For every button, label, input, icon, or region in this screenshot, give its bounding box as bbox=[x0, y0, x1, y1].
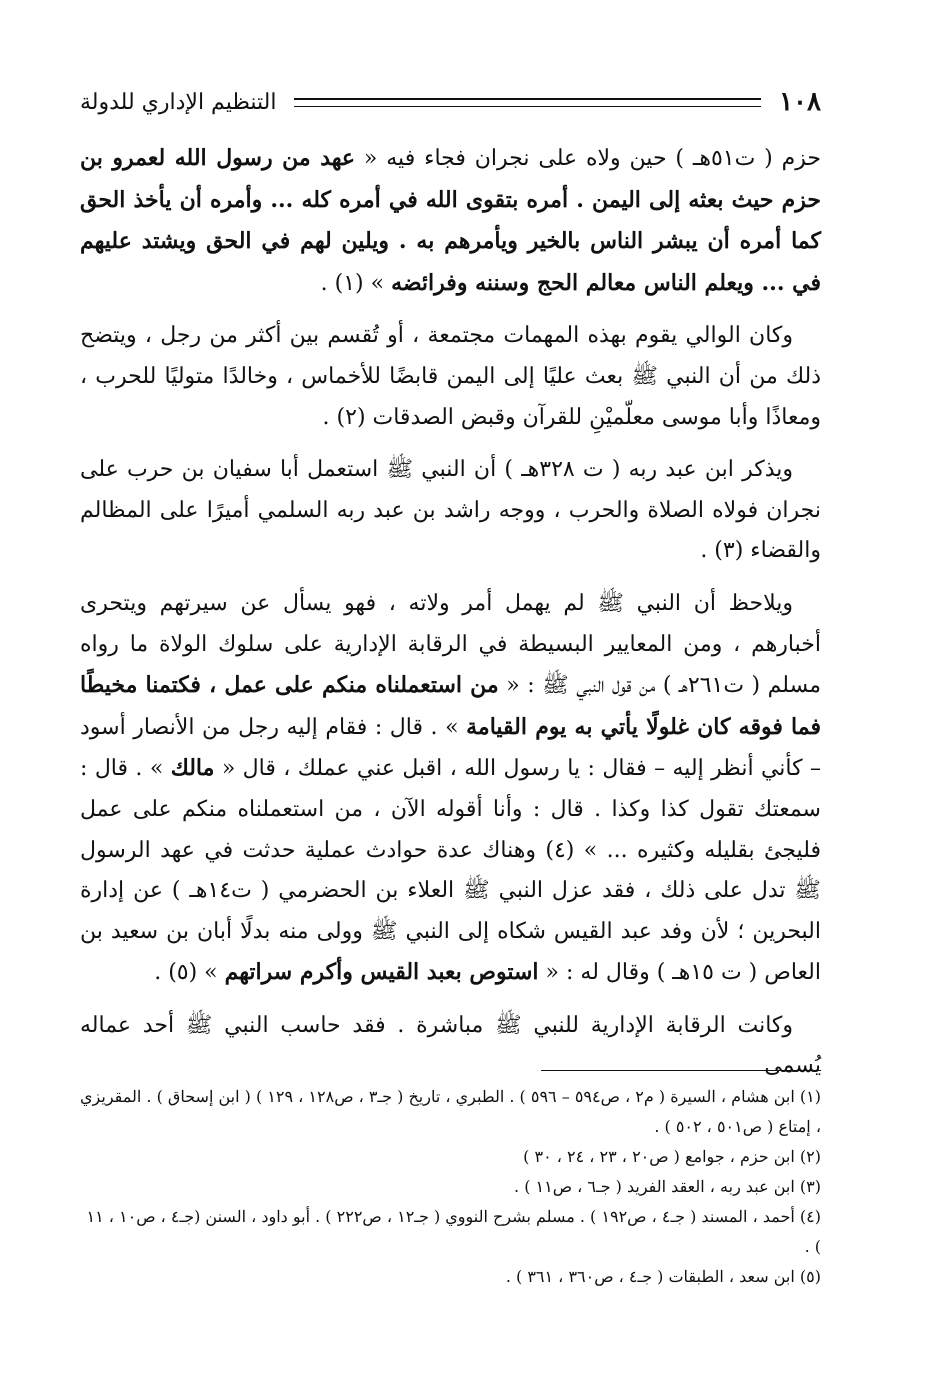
paragraph bbox=[80, 138, 821, 304]
text-run: حزم ( ت٥١هـ ) حين ولاه على نجران فجاء فيه « bbox=[355, 146, 821, 171]
running-title: التنظيم الإداري للدولة bbox=[80, 89, 277, 115]
page-header bbox=[80, 78, 821, 126]
page-number: ١٠٨ bbox=[779, 87, 821, 117]
footnote: (١) ابن هشام ، السيرة ( م٢ ، ص٥٩٤ – ٥٩٦ ) . الطبري ، تاريخ ( جـ٣ ، ص١٢٨ ، ١٢٩ ) ( ابن إسحاق ) . المقريزي ، إمتاع ( ص٥٠١ ، ٥٠٢ ) . bbox=[80, 1087, 821, 1136]
quoted-text-bold: استوص بعبد القيس وأكرم سراتهم bbox=[224, 959, 539, 986]
footnote: (٤) أحمد ، المسند ( جـ٤ ، ص١٩٢ ) . مسلم بشرح النووي ( جـ١٢ ، ص٢٢٢ ) . أبو داود ، السنن (جـ٤ ، ص١٠ ، ١١ ) . bbox=[86, 1207, 821, 1256]
text-run: ويلاحظ أن النبي ﷺ لم يهمل أمر ولاته ، فهو يسأل عن سيرتهم ويتحرى أخبارهم ، ومن المعايير البسيطة في الرقابة الإدارية على سلوك الولاة ما رواه مسلم ( ت٢٦١هـ ) من قول النبي ﷺ : « bbox=[80, 590, 821, 699]
footnote-divider bbox=[541, 1070, 821, 1071]
quoted-text-bold: عهد من رسول الله لعمرو بن حزم حيث بعثه إلى اليمن . أمره بتقوى الله في أمره كله ... وأمره أن يأخذ الحق كما أمره أن يبشر الناس بالخير ويأمرهم به . ويلين لهم في الحق ويشتد عليهم في ... ويعلم الناس معالم الحج وسننه وفرائضه bbox=[80, 145, 821, 296]
paragraph bbox=[80, 584, 821, 994]
paragraph bbox=[80, 316, 821, 438]
text-run: وكان الوالي يقوم بهذه المهمات مجتمعة ، أو تُقسم بين أكثر من رجل ، ويتضح ذلك من أن النبي ﷺ بعث عليًا إلى اليمن قابضًا للأخماس ، وخالدًا متوليًا للحرب ، ومعاذًا وأبا موسى معلّميْنِ للقرآن وقبض الصدقات (٢) . bbox=[80, 323, 821, 430]
quoted-text-bold: مالك bbox=[170, 755, 215, 782]
header-rule bbox=[294, 98, 761, 107]
text-run: وكانت الرقابة الإدارية للنبي ﷺ مباشرة . فقد حاسب النبي ﷺ أحد عماله يُسمى bbox=[80, 1012, 821, 1079]
text-run: ويذكر ابن عبد ربه ( ت ٣٢٨هـ ) أن النبي ﷺ استعمل أبا سفيان بن حرب على نجران فولاه الصلاة والحرب ، ووجه راشد بن عبد ربه السلمي أميرًا على المظالم والقضاء (٣) . bbox=[80, 457, 821, 564]
footnote: (٥) ابن سعد ، الطبقات ( جـ٤ ، ص٣٦٠ ، ٣٦١ ) . bbox=[505, 1267, 821, 1286]
main-text bbox=[80, 138, 821, 1099]
text-run: » . قال : سمعتك تقول كذا وكذا . قال : وأنا أقوله الآن ، من استعملناه منكم على عمل فليجئ بقليله وكثيره ... » (٤) وهناك عدة حوادث عملية حدثت في عهد الرسول ﷺ تدل على ذلك ، فقد عزل النبي ﷺ العلاء بن الحضرمي ( ت١٤هـ ) عن إدارة البحرين ؛ لأن وفد عبد القيس شكاه إلى النبي ﷺ وولى منه بدلًا أبان بن سعيد بن العاص ( ت ١٥هـ ) وقال له : « bbox=[80, 756, 821, 986]
paragraph bbox=[80, 450, 821, 572]
footnote: (٢) ابن حزم ، جوامع ( ص٢٠ ، ٢٣ ، ٢٤ ، ٣٠ ) bbox=[523, 1147, 821, 1166]
paragraph bbox=[80, 1006, 821, 1087]
text-run: » (١) . bbox=[320, 270, 392, 296]
footnotes bbox=[80, 1082, 821, 1292]
footnote: (٣) ابن عبد ربه ، العقد الفريد ( جـ٦ ، ص١١ ) . bbox=[514, 1177, 821, 1196]
text-run: » (٥) . bbox=[154, 960, 225, 986]
quoted-text-bold: من استعملناه منكم على عمل ، فكتمنا مخيطًا فما فوقه كان غلولًا يأتي به يوم القيامة bbox=[80, 672, 821, 740]
text-run: » . قال : فقام إليه رجل من الأنصار أسود – كأني أنظر إليه – فقال : يا رسول الله ، اقبل عني عملك ، قال « bbox=[80, 714, 821, 782]
